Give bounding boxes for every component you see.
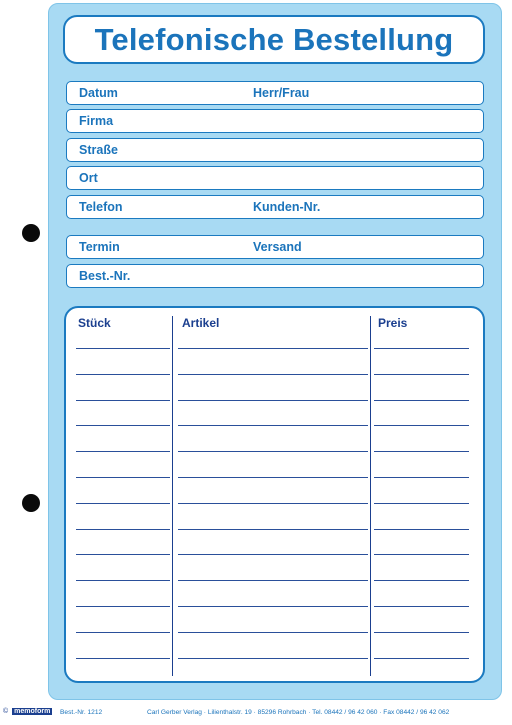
table-row-line[interactable]	[178, 374, 368, 375]
table-row-line[interactable]	[374, 451, 469, 452]
footer	[0, 707, 512, 721]
table-row-line[interactable]	[178, 632, 368, 633]
field-strasse[interactable]	[66, 138, 484, 162]
punch-hole-top	[22, 224, 40, 242]
table-row-line[interactable]	[374, 580, 469, 581]
table-row-line[interactable]	[374, 400, 469, 401]
field-ort[interactable]	[66, 166, 484, 190]
table-row-line[interactable]	[76, 477, 170, 478]
table-row-line[interactable]	[178, 348, 368, 349]
table-row-line[interactable]	[76, 606, 170, 607]
order-items-table	[64, 306, 485, 683]
table-row-line[interactable]	[178, 554, 368, 555]
table-row-line[interactable]	[76, 554, 170, 555]
table-row-line[interactable]	[374, 425, 469, 426]
label-datum: Datum	[79, 86, 118, 100]
field-telefon-kunden-nr[interactable]	[66, 195, 484, 219]
table-row-line[interactable]	[178, 503, 368, 504]
table-row-line[interactable]	[374, 529, 469, 530]
publisher-info: Carl Gerber Verlag · Lilienthalstr. 19 · 85296 Rohrbach · Tel. 08442 / 96 42 060 · Fax 08442 / 96 42 062	[147, 709, 450, 716]
label-ort: Ort	[79, 171, 98, 185]
table-row-line[interactable]	[374, 503, 469, 504]
table-row-line[interactable]	[374, 658, 469, 659]
table-row-line[interactable]	[76, 529, 170, 530]
table-row-line[interactable]	[178, 529, 368, 530]
label-herr-frau: Herr/Frau	[253, 86, 310, 100]
column-header-stueck: Stück	[78, 316, 111, 330]
table-row-line[interactable]	[76, 632, 170, 633]
table-row-line[interactable]	[374, 554, 469, 555]
order-number: Best.-Nr. 1212	[60, 709, 103, 716]
table-row-line[interactable]	[374, 477, 469, 478]
table-row-line[interactable]	[76, 658, 170, 659]
table-row-line[interactable]	[76, 425, 170, 426]
form-title: Telefonische Bestellung	[94, 21, 454, 57]
field-firma[interactable]	[66, 109, 484, 133]
column-header-preis: Preis	[378, 316, 408, 330]
label-versand: Versand	[253, 240, 302, 254]
table-row-line[interactable]	[178, 451, 368, 452]
table-row-line[interactable]	[374, 374, 469, 375]
table-row-line[interactable]	[76, 503, 170, 504]
table-row-line[interactable]	[76, 451, 170, 452]
table-row-line[interactable]	[76, 580, 170, 581]
table-row-line[interactable]	[178, 400, 368, 401]
table-row-line[interactable]	[76, 400, 170, 401]
punch-hole-bottom	[22, 494, 40, 512]
column-divider-1	[172, 316, 173, 676]
memoform-logo: memoform	[14, 708, 51, 715]
table-row-line[interactable]	[374, 632, 469, 633]
copyright-symbol: ©	[3, 708, 9, 715]
label-telefon: Telefon	[79, 200, 123, 214]
table-row-line[interactable]	[178, 606, 368, 607]
table-row-line[interactable]	[178, 658, 368, 659]
brand	[3, 708, 52, 715]
label-best-nr: Best.-Nr.	[79, 269, 131, 283]
label-kunden-nr: Kunden-Nr.	[253, 200, 321, 214]
field-termin-versand[interactable]	[66, 235, 484, 259]
label-strasse: Straße	[79, 143, 118, 157]
column-header-artikel: Artikel	[182, 316, 220, 330]
field-best-nr[interactable]	[66, 264, 484, 288]
column-divider-2	[370, 316, 371, 676]
table-row-line[interactable]	[178, 425, 368, 426]
title-box	[63, 15, 485, 64]
field-datum-herr-frau[interactable]	[66, 81, 484, 105]
label-firma: Firma	[79, 114, 114, 128]
table-row-line[interactable]	[374, 348, 469, 349]
table-row-line[interactable]	[374, 606, 469, 607]
table-row-line[interactable]	[178, 580, 368, 581]
table-row-line[interactable]	[76, 348, 170, 349]
table-row-line[interactable]	[178, 477, 368, 478]
table-row-line[interactable]	[76, 374, 170, 375]
label-termin: Termin	[79, 240, 120, 254]
